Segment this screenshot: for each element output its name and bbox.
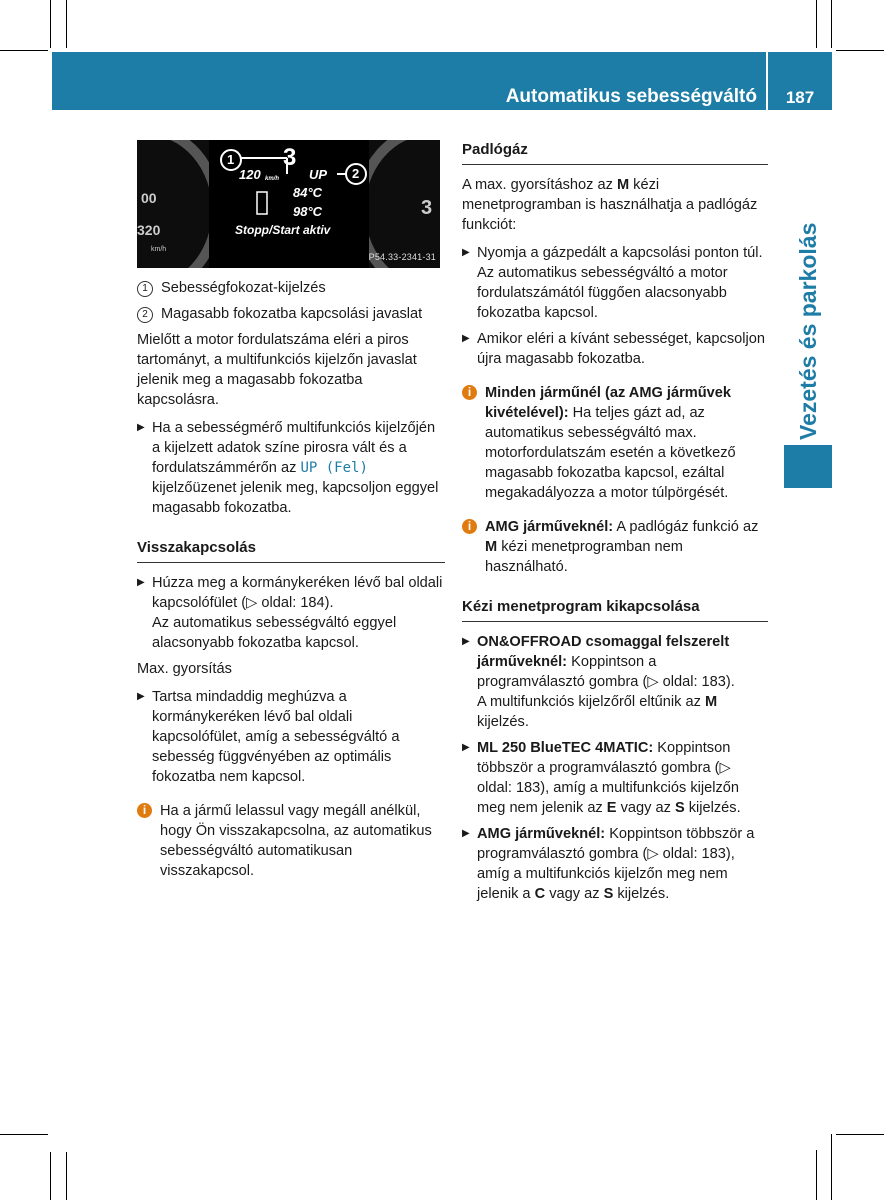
crop-mark xyxy=(836,50,884,51)
step-arrow-icon: ▶ xyxy=(462,636,470,647)
chapter-tab-label: Vezetés és parkolás xyxy=(795,222,821,440)
step-text: Nyomja a gázpedált a kapcsolási ponton túl. Az automatikus sebességváltó a motor fordulatszámától függően alacsonyabb fokozatba kapcsol. xyxy=(477,245,763,321)
crop-mark xyxy=(0,1134,48,1135)
instruction-step xyxy=(462,243,768,323)
info-note xyxy=(137,801,445,881)
info-text: Minden járműnél (az AMG járművek kivételével): Ha teljes gázt ad, az automatikus sebességváltó max. motorfordulatszám esetén a következő magasabb fokozatba kapcsol, ezáltal megakadályozza a motor túlpörgését. xyxy=(485,385,736,501)
crop-mark xyxy=(816,1150,817,1200)
info-text: AMG járműveknél: A padlógáz funkció az M kézi menetprogramban nem használható. xyxy=(485,519,759,575)
instrument-cluster-image xyxy=(137,140,440,268)
figure-callout-2: 2 xyxy=(352,166,360,181)
callout-number: 2 xyxy=(137,307,153,323)
oil-temp: 84°C xyxy=(293,185,323,200)
step-text: ML 250 BlueTEC 4MATIC: Koppintson többször a programválasztó gombra (▷ oldal: 183), amíg a multifunkciós kijelzőn meg nem jelenik az E vagy az S kijelzés. xyxy=(477,740,741,816)
step-arrow-icon: ▶ xyxy=(462,333,470,344)
crop-mark xyxy=(836,1134,884,1135)
instruction-step xyxy=(137,687,445,787)
instruction-step xyxy=(462,329,768,369)
instruction-step xyxy=(137,573,445,653)
section-heading: Kézi menetprogram kikapcsolása xyxy=(462,597,768,622)
crop-mark xyxy=(50,0,51,48)
right-column xyxy=(462,140,768,910)
figure-code: P54.33-2341-31 xyxy=(368,252,436,262)
step-arrow-icon: ▶ xyxy=(462,742,470,753)
callout-number: 1 xyxy=(137,281,153,297)
legend-item xyxy=(137,304,445,324)
crop-mark xyxy=(50,1152,51,1200)
chapter-tab-block xyxy=(784,445,832,488)
crop-mark xyxy=(66,1152,67,1200)
coolant-temp: 98°C xyxy=(293,204,323,219)
step-arrow-icon: ▶ xyxy=(137,691,145,702)
crop-mark xyxy=(66,0,67,48)
step-text: Ha a sebességmérő multifunkciós kijelzőjén a kijelzett adatok színe pirosra vált és a fordulatszámmérőn az UP (Fel) kijelzőüzenet jelenik meg, kapcsoljon eggyel magasabb fokozatba. xyxy=(152,420,439,516)
info-note xyxy=(462,517,768,577)
step-text: Húzza meg a kormánykeréken lévő bal oldali kapcsolófület (▷ oldal: 184). Az automatikus sebességváltó eggyel alacsonyabb fokozatba kapcsol. xyxy=(152,575,443,651)
page-number: 187 xyxy=(785,88,815,107)
info-icon: i xyxy=(462,519,477,534)
subheading: Max. gyorsítás xyxy=(137,661,232,677)
step-text: Amikor eléri a kívánt sebességet, kapcsoljon újra magasabb fokozatba. xyxy=(477,331,765,367)
kickdown-intro: A max. gyorsításhoz az M kézi menetprogramban is használhatja a padlógáz funkciót: xyxy=(462,177,758,233)
step-text: AMG járműveknél: Koppintson többször a programválasztó gombra (▷ oldal: 183), amíg a multifunkciós kijelzőn meg nem jelenik a C vagy az S kijelzés. xyxy=(477,826,755,902)
info-text: Ha a jármű lelassul vagy megáll anélkül, hogy Ön visszakapcsolna, az automatikus sebességváltó automatikusan visszakapcsol. xyxy=(160,803,432,879)
instruction-step xyxy=(462,632,768,732)
gauge-unit-left: km/h xyxy=(151,246,167,253)
legend-item xyxy=(137,278,445,298)
step-text: Tartsa mindaddig meghúzva a kormánykeréken lévő bal oldali kapcsolófület, amíg a sebességváltó a sebesség függvényében az optimális fokozatba nem kapcsol. xyxy=(152,689,400,785)
step-arrow-icon: ▶ xyxy=(462,247,470,258)
legend-text: Magasabb fokozatba kapcsolási javaslat xyxy=(161,306,423,322)
page-title: Automatikus sebességváltó xyxy=(505,86,757,107)
gauge-label-right: 3 xyxy=(421,197,433,219)
step-text: ON&OFFROAD csomaggal felszerelt járműveknél: Koppintson a programválasztó gombra (▷ oldal: 183). A multifunkciós kijelzőről eltűnik az M kijelzés. xyxy=(477,634,735,730)
display-message: UP (Fel) xyxy=(300,460,368,476)
speed-readout: 120 xyxy=(239,167,261,182)
gauge-label-left: 320 xyxy=(137,222,161,238)
step-arrow-icon: ▶ xyxy=(462,828,470,839)
start-stop-status: Stopp/Start aktiv xyxy=(235,223,331,237)
info-note xyxy=(462,383,768,503)
step-arrow-icon: ▶ xyxy=(137,422,145,433)
upshift-indicator: UP xyxy=(309,167,328,182)
info-icon: i xyxy=(137,803,152,818)
instruction-step xyxy=(462,738,768,818)
section-heading: Visszakapcsolás xyxy=(137,538,445,563)
info-icon: i xyxy=(462,385,477,400)
instruction-step xyxy=(137,418,445,518)
crop-mark xyxy=(0,50,48,51)
speed-unit: km/h xyxy=(265,176,280,182)
section-heading: Padlógáz xyxy=(462,140,768,165)
step-arrow-icon: ▶ xyxy=(137,577,145,588)
crop-mark xyxy=(831,0,832,48)
legend-text: Sebességfokozat-kijelzés xyxy=(161,280,326,296)
gauge-label-left: 00 xyxy=(141,190,157,206)
gear-indicator: 3 xyxy=(283,144,297,171)
instruction-step xyxy=(462,824,768,904)
intro-paragraph: Mielőtt a motor fordulatszáma eléri a piros tartományt, a multifunkciós kijelzőn javaslat jelenik meg a magasabb fokozatba kapcsolásra. xyxy=(137,332,417,408)
left-column xyxy=(137,140,445,889)
figure-callout-1: 1 xyxy=(227,152,235,167)
crop-mark xyxy=(831,1134,832,1200)
crop-mark xyxy=(816,0,817,48)
